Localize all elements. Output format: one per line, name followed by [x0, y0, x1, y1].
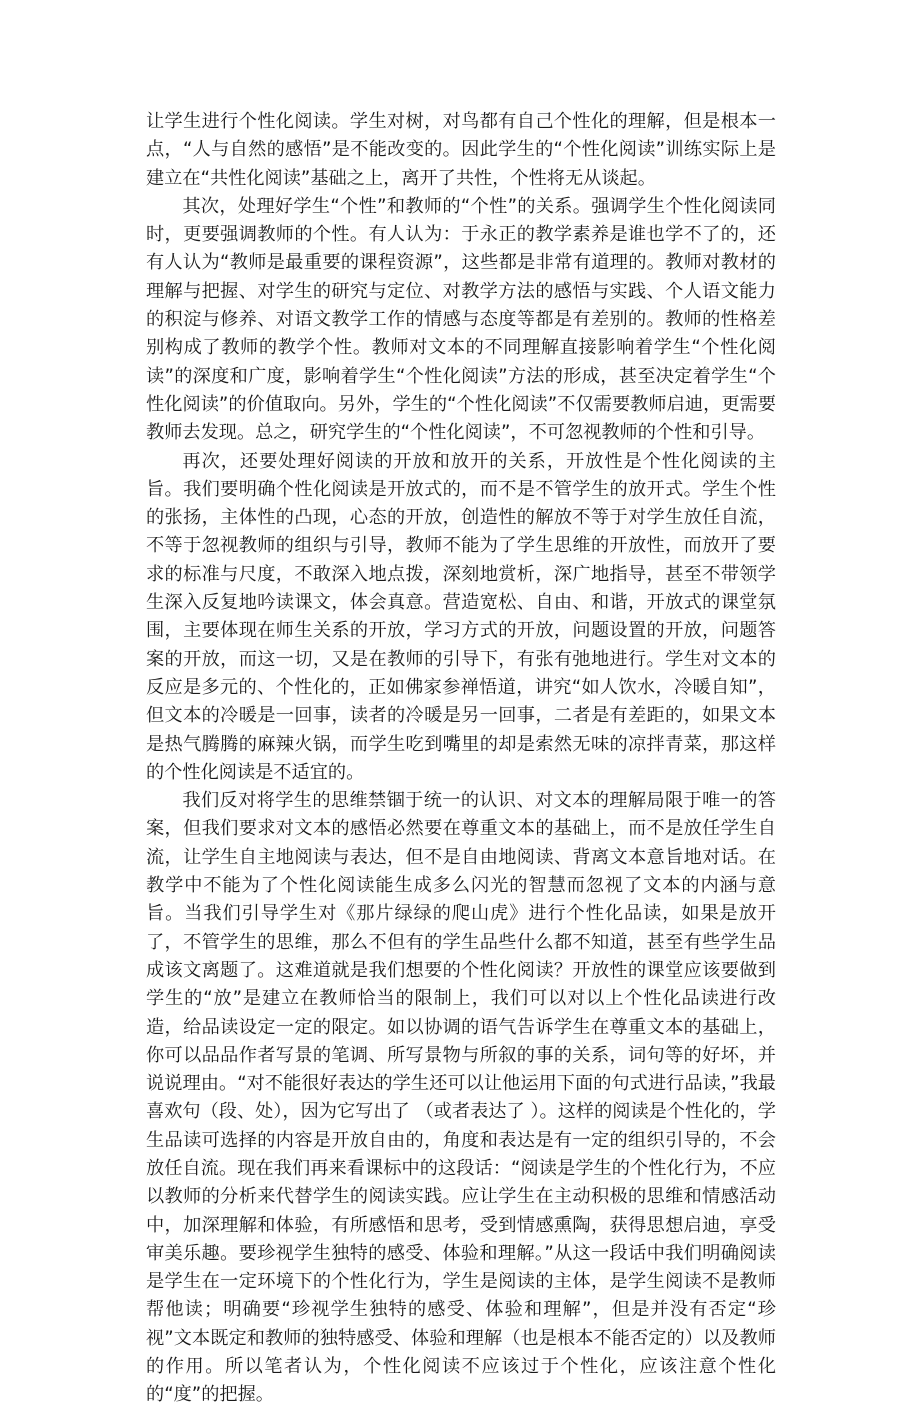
paragraph-degree-of-personalization: 我们反对将学生的思维禁锢于统一的认识、对文本的理解局限于唯一的答案，但我们要求对文本的感悟必然要在尊重文本的基础上，而不是放任学生自流，让学生自主地阅读与表达，但不是自由地阅读、背离文本意旨地对话。在教学中不能为了个性化阅读能生成多么闪光的智慧而忽视了文本的内涵与意旨。当我们引导学生对《那片绿绿的爬山虎》进行个性化品读，如果是放开了，不管学生的思维，那么不但有的学生品些什么都不知道，甚至有些学生品成该文离题了。这难道就是我们想要的个性化阅读？开放性的课堂应该要做到学生的“放”是建立在教师恰当的限制上，我们可以对以上个性化品读进行改造，给品读设定一定的限定。如以协调的语气告诉学生在尊重文本的基础上，你可以品品作者写景的笔调、所写景物与所叙的事的关系，词句等的好坏，并说说理由。“对不能很好表达的学生还可以让他运用下面的句式进行品读，”我最喜欢句（段、处），因为它写出了 （或者表达了 ）。这样的阅读是个性化的，学生品读可选择的内容是开放自由的，角度和表达是有一定的组织引导的，不会放任自流。现在我们再来看课标中的这段话：“阅读是学生的个性化行为，不应以教师的分析来代替学生的阅读实践。应让学生在主动积极的思维和情感活动中，加深理解和体验，有所感悟和思考，受到情感熏陶，获得思想启迪，享受审美乐趣。要珍视学生独特的感受、体验和理解。”从这一段话中我们明确阅读是学生在一定环境下的个性化行为，学生是阅读的主体，是学生阅读不是教师帮他读；明确要“珍视学生独特的感受、体验和理解”，但是并没有否定“珍视”文本既定和教师的独特感受、体验和理解（也是根本不能否定的）以及教师的作用。所以笔者认为，个性化阅读不应该过于个性化，应该注意个性化的“度”的把握。 — [146, 790, 776, 1406]
paragraph-teacher-personality: 其次，处理好学生“个性”和教师的“个性”的关系。强调学生个性化阅读同时，更要强调教师的个性。有人认为：于永正的教学素养是谁也学不了的，还有人认为“教师是最重要的课程资源”，这些都是非常有道理的。教师对教材的理解与把握、对学生的研究与定位、对教学方法的感悟与实践、个人语文能力的积淀与修养、对语文教学工作的情感与态度等都是有差别的。教师的性格差别构成了教师的教学个性。教师对文本的不同理解直接影响着学生“个性化阅读”的深度和广度，影响着学生“个性化阅读”方法的形成，甚至决定着学生“个性化阅读”的价值取向。另外，学生的“个性化阅读”不仅需要教师启迪，更需要教师去发现。总之，研究学生的“个性化阅读”，不可忽视教师的个性和引导。 — [146, 195, 776, 444]
paragraph-openness: 再次，还要处理好阅读的开放和放开的关系，开放性是个性化阅读的主旨。我们要明确个性化阅读是开放式的，而不是不管学生的放开式。学生个性的张扬，主体性的凸现，心态的开放，创造性的解放不等于对学生放任自流，不等于忽视教师的组织与引导，教师不能为了学生思维的开放性，而放开了要求的标准与尺度，不敢深入地点拨，深刻地赏析，深广地指导，甚至不带领学生深入反复地吟读课文，体会真意。营造宽松、自由、和谐，开放式的课堂氛围，主要体现在师生关系的开放，学习方式的开放，问题设置的开放，问题答案的开放，而这一切，又是在教师的引导下，有张有弛地进行。学生对文本的反应是多元的、个性化的，正如佛家参禅悟道，讲究“如人饮水，冷暖自知”，但文本的冷暖是一回事，读者的冷暖是另一回事，二者是有差距的，如果文本是热气腾腾的麻辣火锅，而学生吃到嘴里的却是索然无味的凉拌青菜，那这样的个性化阅读是不适宜的。 — [146, 450, 776, 783]
document-body — [146, 108, 776, 1410]
paragraph-continuation: 让学生进行个性化阅读。学生对树，对鸟都有自己个性化的理解，但是根本一点，“人与自然的感悟”是不能改变的。因此学生的“个性化阅读”训练实际上是建立在“共性化阅读”基础之上，离开了共性，个性将无从谈起。 — [146, 111, 776, 189]
